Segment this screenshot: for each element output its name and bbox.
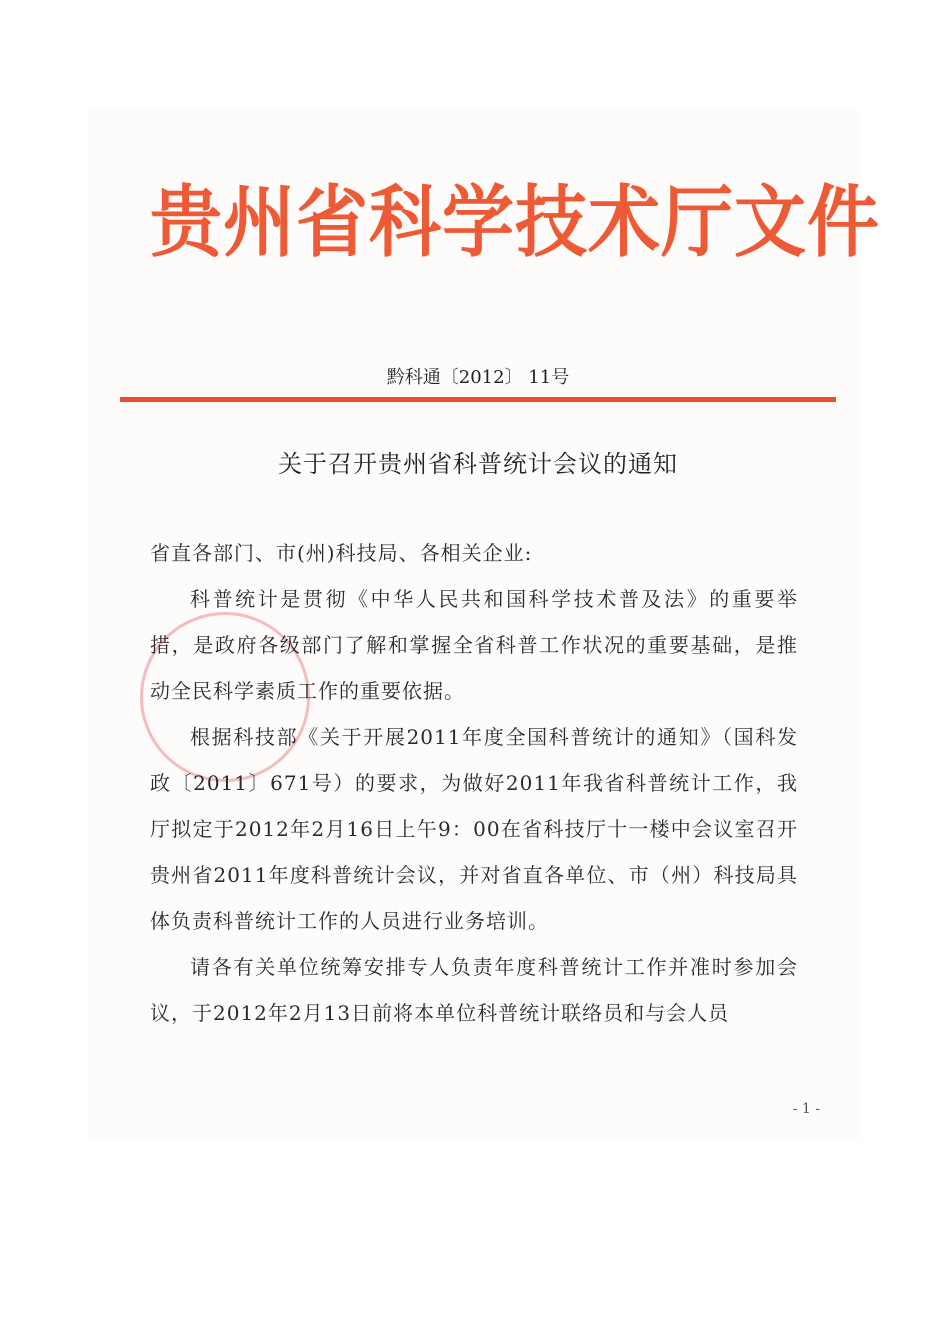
notice-body (150, 530, 798, 1036)
red-divider-line (120, 397, 836, 402)
document-masthead: 贵州省科学技术厅文件 (150, 176, 881, 268)
salutation: 省直各部门、市(州)科技局、各相关企业: (150, 541, 533, 565)
page-number: - 1 - (792, 1101, 820, 1117)
notice-title: 关于召开贵州省科普统计会议的通知 (278, 450, 678, 478)
body-paragraph-2: 根据科技部《关于开展2011年度全国科普统计的通知》（国科发政〔2011〕671号）的要求，为做好2011年我省科普统计工作，我厅拟定于2012年2月16日上午9：00在省科技厅十一楼中会议室召开贵州省2011年度科普统计会议，并对省直各单位、市（州）科技局具体负责科普统计工作的人员进行业务培训。 (150, 725, 798, 933)
body-paragraph-1: 科普统计是贯彻《中华人民共和国科学技术普及法》的重要举措，是政府各级部门了解和掌握全省科普工作状况的重要基础，是推动全民科学素质工作的重要依据。 (150, 587, 798, 703)
body-paragraph-3: 请各有关单位统筹安排专人负责年度科普统计工作并准时参加会议，于2012年2月13日前将本单位科普统计联络员和与会人员 (150, 955, 798, 1025)
document-number: 黔科通〔2012〕 11号 (386, 367, 570, 388)
